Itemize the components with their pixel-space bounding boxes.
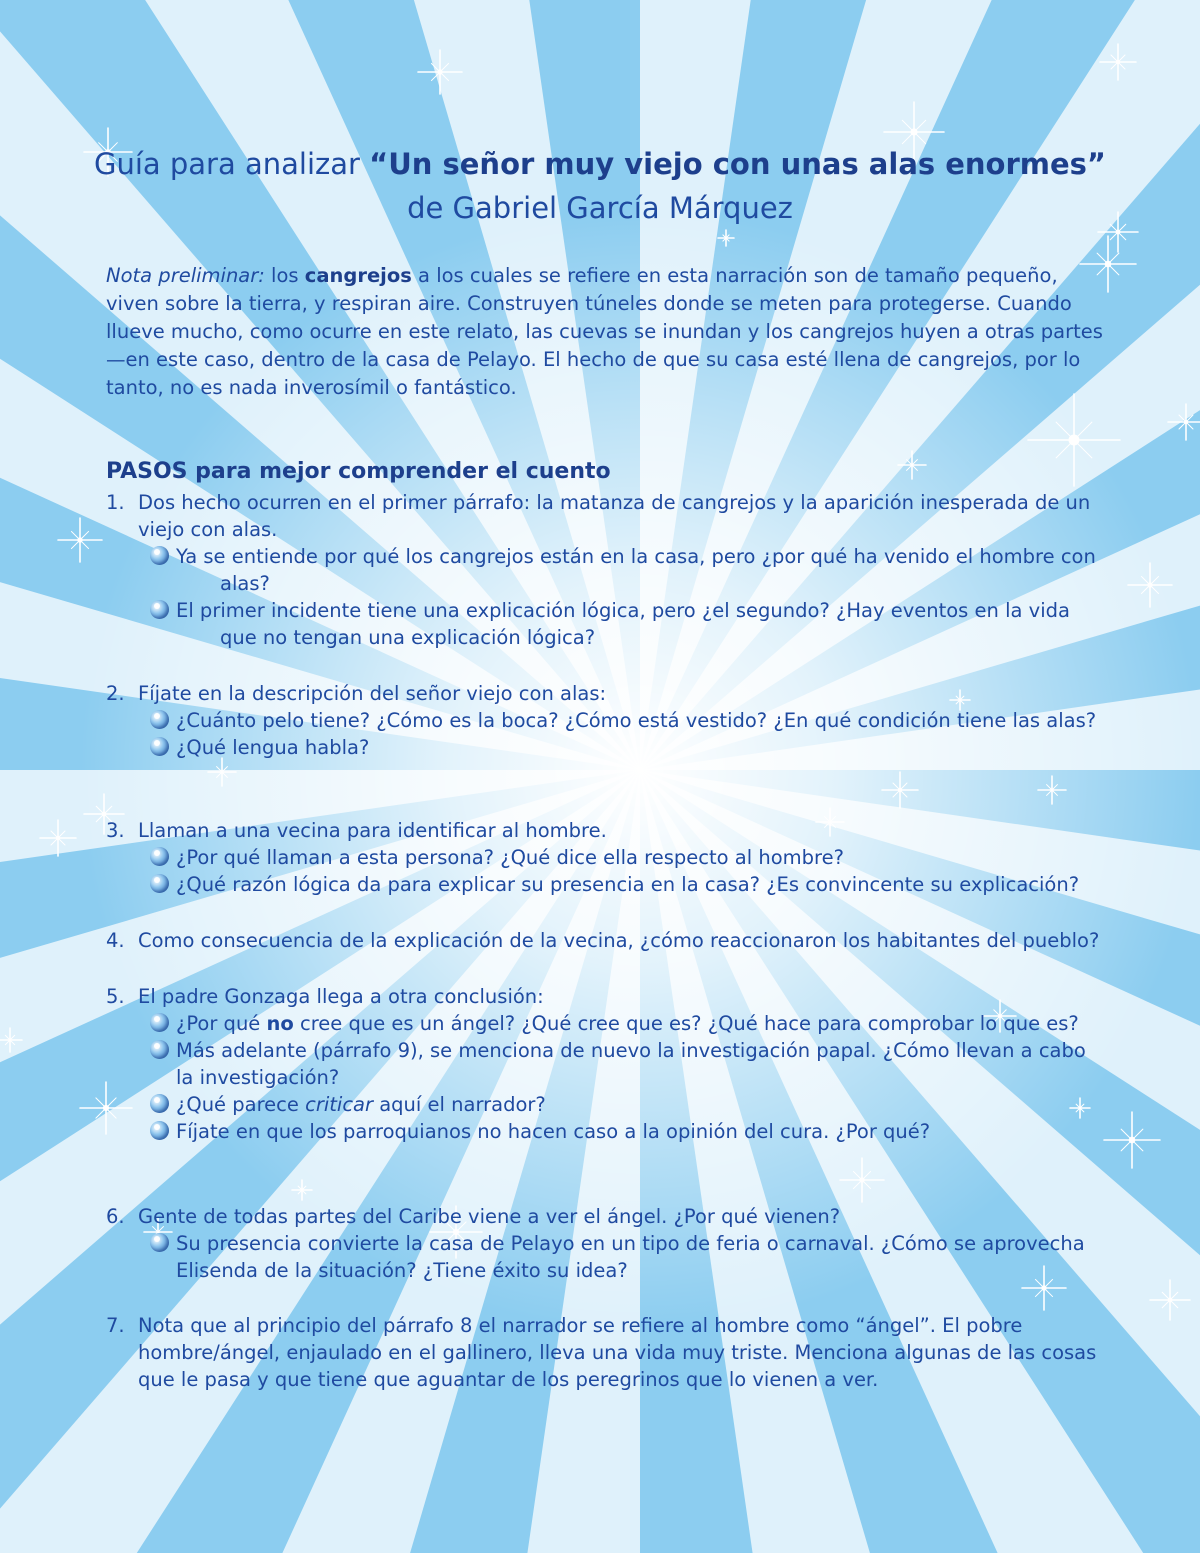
step-text: Gente de todas partes del Caribe viene a ver el ángel. ¿Por qué vienen? — [138, 1205, 841, 1228]
step-number: 5. — [106, 985, 125, 1008]
step-1 — [106, 489, 1106, 651]
blue-orb-icon — [150, 600, 169, 619]
step-2 — [106, 680, 1106, 761]
step-number: 3. — [106, 819, 125, 842]
page-subtitle: de Gabriel García Márquez — [407, 191, 793, 225]
page-title: Guía para analizar “Un señor muy viejo con unas alas enormes” — [93, 147, 1106, 181]
list-item: Fíjate en que los parroquianos no hacen caso a la opinión del cura. ¿Por qué? — [150, 1118, 1106, 1145]
step-6 — [106, 1203, 1106, 1284]
step-7 — [106, 1312, 1106, 1393]
work-title: “Un señor muy viejo con unas alas enormes” — [369, 147, 1106, 181]
note-keyword: cangrejos — [304, 264, 412, 287]
blue-orb-icon — [150, 1121, 169, 1140]
step-number: 2. — [106, 682, 125, 705]
list-item: ¿Por qué llaman a esta persona? ¿Qué dice ella respecto al hombre? — [150, 844, 1106, 871]
steps-heading: PASOS para mejor comprender el cuento — [106, 459, 611, 484]
step-text: Fíjate en la descripción del señor viejo con alas: — [138, 682, 607, 705]
step-number: 1. — [106, 491, 125, 514]
list-item: Más adelante (párrafo 9), se menciona de nuevo la investigación papal. ¿Cómo llevan a cabo la investigación? — [150, 1037, 1106, 1091]
blue-orb-icon — [150, 1013, 169, 1032]
list-item: ¿Qué parece criticar aquí el narrador? — [150, 1091, 1106, 1118]
blue-orb-icon — [150, 737, 169, 756]
blue-orb-icon — [150, 1094, 169, 1113]
step-text: El padre Gonzaga llega a otra conclusión: — [138, 985, 544, 1008]
step-number: 4. — [106, 929, 125, 952]
blue-orb-icon — [150, 847, 169, 866]
step-3 — [106, 817, 1106, 898]
step-text: Llaman a una vecina para identificar al hombre. — [138, 819, 607, 842]
step-text: Dos hecho ocurren en el primer párrafo: la matanza de cangrejos y la aparición inesperada de un viejo con alas. — [138, 491, 1091, 541]
step-5 — [106, 983, 1106, 1145]
preliminary-note: Nota preliminar: los cangrejos a los cuales se refiere en esta narración son de tamaño pequeño, viven sobre la tierra, y respiran aire. Construyen túneles donde se meten para protegerse. Cuando llueve mucho, como ocurre en este relato, las cuevas se inundan y los cangrejos huyen a otras partes —en este caso, dentro de la casa de Pelayo. El hecho de que su casa esté llena de cangrejos, por lo tanto, no es nada inverosímil o fantástico. — [106, 264, 1103, 399]
step-text: Como consecuencia de la explicación de la vecina, ¿cómo reaccionaron los habitantes del pueblo? — [138, 929, 1100, 952]
step-number: 7. — [106, 1314, 125, 1337]
list-item: Su presencia convierte la casa de Pelayo en un tipo de feria o carnaval. ¿Cómo se aprovecha Elisenda de la situación? ¿Tiene éxito su idea? — [150, 1230, 1106, 1284]
list-item: ¿Por qué no cree que es un ángel? ¿Qué cree que es? ¿Qué hace para comprobar lo que es? — [150, 1010, 1106, 1037]
step-text: Nota que al principio del párrafo 8 el narrador se refiere al hombre como “ángel”. El pobre hombre/ángel, enjaulado en el gallinero, lleva una vida muy triste. Menciona algunas de las cosas que le pasa y que tiene que aguantar de los peregrinos que lo vienen a ver. — [138, 1314, 1097, 1391]
list-item: ¿Cuánto pelo tiene? ¿Cómo es la boca? ¿Cómo está vestido? ¿En qué condición tiene las alas? — [150, 707, 1106, 734]
list-item: ¿Qué lengua habla? — [150, 734, 1106, 761]
blue-orb-icon — [150, 546, 169, 565]
blue-orb-icon — [150, 1233, 169, 1252]
blue-orb-icon — [150, 874, 169, 893]
list-item: ¿Qué razón lógica da para explicar su presencia en la casa? ¿Es convincente su explicación? — [150, 871, 1106, 898]
blue-orb-icon — [150, 710, 169, 729]
note-label: Nota preliminar: — [106, 264, 265, 287]
step-4 — [106, 927, 1106, 954]
list-item: El primer incidente tiene una explicación lógica, pero ¿el segundo? ¿Hay eventos en la vida que no tengan una explicación lógica? — [150, 597, 1106, 651]
blue-orb-icon — [150, 1040, 169, 1059]
list-item: Ya se entiende por qué los cangrejos están en la casa, pero ¿por qué ha venido el hombre con alas? — [150, 543, 1106, 597]
step-number: 6. — [106, 1205, 125, 1228]
